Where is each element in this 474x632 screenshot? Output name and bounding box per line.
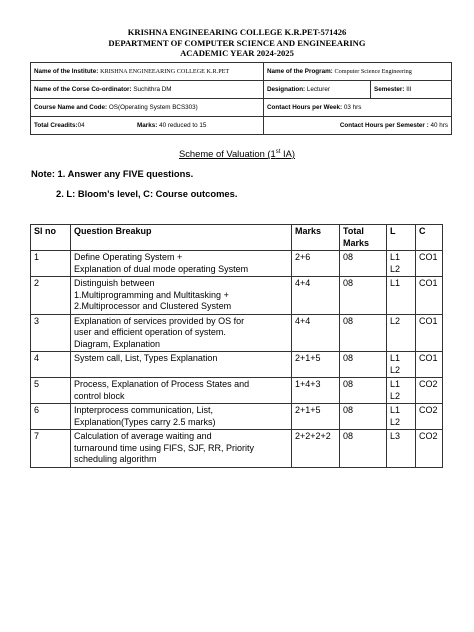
cell-total-marks: 08 xyxy=(340,352,387,378)
institute-value: KRISHNA ENGINEEARING COLLEGE K.R.PET xyxy=(100,68,230,75)
cell-question-breakup: Define Operating System + Explanation of dual mode operating System xyxy=(71,251,292,277)
table-row xyxy=(31,404,443,430)
cell-total-marks: 08 xyxy=(340,277,387,315)
course-info-table xyxy=(30,62,452,135)
designation-value: Lecturer xyxy=(306,86,330,93)
cell-sl-no: 5 xyxy=(31,378,71,404)
info-row-institute xyxy=(31,63,452,81)
contact-week-value: 03 hrs xyxy=(343,104,362,111)
cell-course-outcome: CO1 xyxy=(416,277,443,315)
department-name: DEPARTMENT OF COMPUTER SCIENCE AND ENGINEEARING xyxy=(108,37,366,48)
cell-question-breakup: System call, List, Types Explanation xyxy=(71,352,292,378)
cell-marks: 2+1+5 xyxy=(292,404,340,430)
coordinator-label: Name of the Corse Co-ordinator: xyxy=(34,86,132,93)
credits-label: Total Creadits: xyxy=(34,122,78,129)
cell-level: L1 L2 xyxy=(387,404,416,430)
header-question-breakup: Question Breakup xyxy=(71,225,292,251)
academic-year: ACADEMIC YEAR 2024-2025 xyxy=(180,48,294,58)
credits-value: 04 xyxy=(77,122,85,129)
designation-label: Designation: xyxy=(267,86,306,93)
institute-label: Name of the Institute: xyxy=(34,68,99,75)
table-row xyxy=(31,378,443,404)
cell-sl-no: 2 xyxy=(31,277,71,315)
info-row-coordinator xyxy=(31,81,452,99)
cell-level: L1 xyxy=(387,277,416,315)
contact-semester-value: 40 hrs xyxy=(430,122,448,129)
table-row xyxy=(31,314,443,352)
cell-sl-no: 4 xyxy=(31,352,71,378)
course-value: OS(Operating System BCS303) xyxy=(108,104,198,111)
info-row-credits xyxy=(31,117,452,135)
cell-question-breakup: Inpterprocess communication, List, Explanation(Types carry 2.5 marks) xyxy=(71,404,292,430)
program-value: Computer Science Engineering xyxy=(334,68,412,75)
coordinator-value: Suchithra DM xyxy=(133,86,172,93)
table-row xyxy=(31,251,443,277)
cell-course-outcome: CO2 xyxy=(416,378,443,404)
header-marks: Marks xyxy=(292,225,340,251)
cell-total-marks: 08 xyxy=(340,314,387,352)
cell-course-outcome: CO2 xyxy=(416,404,443,430)
contact-semester-label: Contact Hours per Semester : xyxy=(339,122,429,129)
semester-label: Semester: xyxy=(374,86,405,93)
cell-level: L1 L2 xyxy=(387,378,416,404)
cell-total-marks: 08 xyxy=(340,430,387,468)
scheme-title: Scheme of Valuation (1st IA) xyxy=(178,148,296,159)
header-course-outcome: C xyxy=(416,225,443,251)
cell-course-outcome: CO1 xyxy=(416,251,443,277)
cell-course-outcome: CO2 xyxy=(416,430,443,468)
marks-label: Marks: xyxy=(137,122,158,129)
cell-total-marks: 08 xyxy=(340,378,387,404)
cell-question-breakup: Process, Explanation of Process States and control block xyxy=(71,378,292,404)
cell-level: L1 L2 xyxy=(387,352,416,378)
cell-marks: 2+2+2+2 xyxy=(292,430,340,468)
cell-marks: 4+4 xyxy=(292,277,340,315)
note-line-2: 2. L: Bloom’s level, C: Course outcomes. xyxy=(56,188,238,199)
semester-value: III xyxy=(406,86,412,93)
cell-question-breakup: Distinguish between 1.Multiprogramming and Multitasking + 2.Multiprocessor and Clustered System xyxy=(71,277,292,315)
cell-course-outcome: CO1 xyxy=(416,352,443,378)
course-label: Course Name and Code: xyxy=(34,104,108,111)
cell-marks: 1+4+3 xyxy=(292,378,340,404)
cell-level: L3 xyxy=(387,430,416,468)
cell-total-marks: 08 xyxy=(340,404,387,430)
cell-level: L2 xyxy=(387,314,416,352)
cell-total-marks: 08 xyxy=(340,251,387,277)
cell-marks: 2+6 xyxy=(292,251,340,277)
college-name: KRISHNA ENGINEEARING COLLEGE K.R.PET-571426 xyxy=(127,27,347,37)
cell-question-breakup: Calculation of average waiting and turnaround time using FIFS, SJF, RR, Priority scheduling algorithm xyxy=(71,430,292,468)
cell-sl-no: 7 xyxy=(31,430,71,468)
cell-sl-no: 1 xyxy=(31,251,71,277)
contact-week-label: Contact Hours per Week: xyxy=(267,104,343,111)
cell-sl-no: 3 xyxy=(31,314,71,352)
table-row xyxy=(31,277,443,315)
cell-level: L1 L2 xyxy=(387,251,416,277)
cell-marks: 4+4 xyxy=(292,314,340,352)
question-breakup-table xyxy=(30,224,443,468)
table-header-row xyxy=(31,225,443,251)
info-row-course xyxy=(31,99,452,117)
program-label: Name of the Program: xyxy=(267,68,333,75)
cell-sl-no: 6 xyxy=(31,404,71,430)
cell-question-breakup: Explanation of services provided by OS for user and efficient operation of system. Diagram, Explanation xyxy=(71,314,292,352)
document-header xyxy=(0,27,474,59)
cell-course-outcome: CO1 xyxy=(416,314,443,352)
table-row xyxy=(31,430,443,468)
header-total-marks: Total Marks xyxy=(340,225,387,251)
header-level: L xyxy=(387,225,416,251)
table-row xyxy=(31,352,443,378)
cell-marks: 2+1+5 xyxy=(292,352,340,378)
header-sl-no: Sl no xyxy=(31,225,71,251)
note-line-1: Note: 1. Answer any FIVE questions. xyxy=(31,168,194,179)
marks-value: 40 reduced to 15 xyxy=(159,122,207,129)
